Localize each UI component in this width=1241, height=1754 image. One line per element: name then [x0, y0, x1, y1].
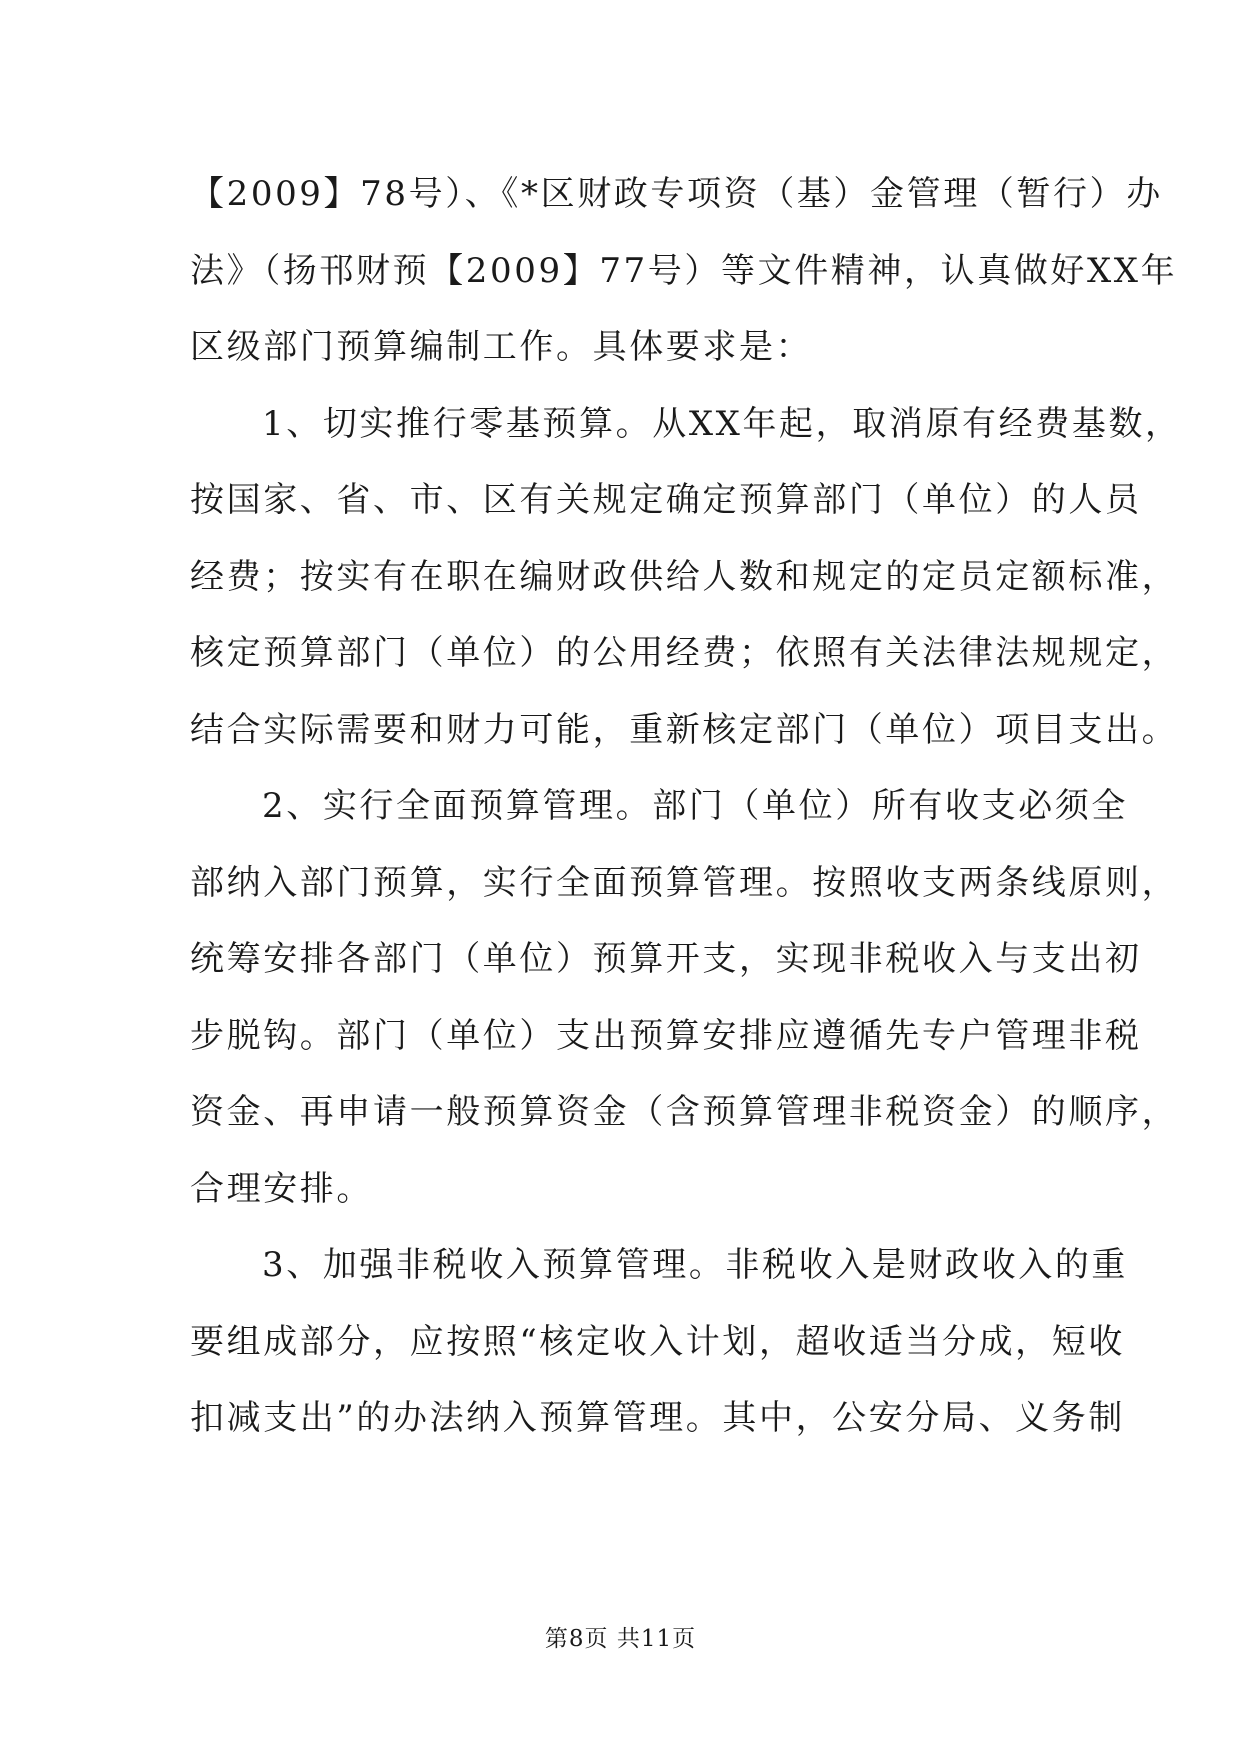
text-line: 按国家、省、市、区有关规定确定预算部门（单位）的人员: [190, 480, 1142, 520]
text-line: 要组成部分，应按照“核定收入计划，超收适当分成，短收: [190, 1321, 1125, 1362]
text-line: 1、切实推行零基预算。从XX年起，取消原有经费基数，: [262, 403, 1182, 444]
text-line: 区级部门预算编制工作。具体要求是：: [190, 327, 813, 367]
text-line: 资金、再申请一般预算资金（含预算管理非税资金）的顺序，: [190, 1092, 1179, 1132]
text-line: 部纳入部门预算，实行全面预算管理。按照收支两条线原则，: [190, 862, 1179, 903]
page-number: 第8页 共11页: [544, 1626, 697, 1652]
text-line: 统筹安排各部门（单位）预算开支，实现非税收入与支出初: [190, 939, 1142, 979]
text-line: 扣减支出”的办法纳入预算管理。其中，公安分局、义务制: [190, 1398, 1125, 1438]
text-line: 步脱钩。部门（单位）支出预算安排应遵循先专户管理非税: [190, 1015, 1142, 1056]
text-line: 经费；按实有在职在编财政供给人数和规定的定员定额标准，: [190, 556, 1179, 597]
text-line: 核定预算部门（单位）的公用经费；依照有关法律法规规定，: [190, 633, 1179, 673]
document-body: [190, 156, 1182, 1457]
text-line: 合理安排。: [190, 1168, 373, 1209]
text-line: 【2009】78号）、《*区财政专项资（基）金管理（暂行）办: [190, 174, 1163, 214]
text-line: 3、加强非税收入预算管理。非税收入是财政收入的重: [262, 1245, 1129, 1285]
text-line: 2、实行全面预算管理。部门（单位）所有收支必须全: [262, 786, 1129, 826]
text-line: 法》（扬邗财预【2009】77号）等文件精神，认真做好XX年: [190, 250, 1178, 291]
text-line: 结合实际需要和财力可能，重新核定部门（单位）项目支出。: [190, 709, 1179, 750]
